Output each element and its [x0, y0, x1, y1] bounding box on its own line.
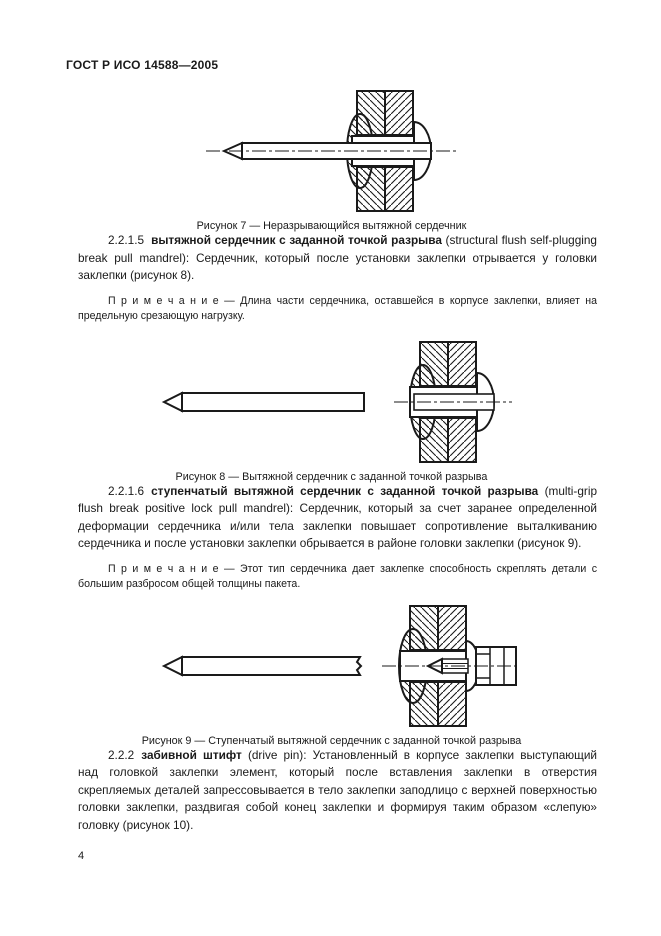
term-translation: (drive pin):: [247, 747, 307, 762]
figure-9-image: [142, 601, 522, 727]
figure-7-caption: Рисунок 7 — Неразрывающийся вытяжной сердечник: [196, 220, 467, 232]
term-text: забивной штифт: [141, 747, 242, 762]
paragraph-2-2-2: [78, 747, 597, 835]
note-2: [78, 562, 597, 593]
figure-8-image: [142, 337, 522, 463]
clause-number: 2.2.1.5: [108, 233, 145, 247]
definition-text: Сердечник, который после установки заклепки отрывается у головки заклепки (рисунок 8).: [78, 250, 598, 282]
note-label: П р и м е ч а н и е —: [108, 294, 235, 307]
definition-text: Установленный в корпусе заклепки выступающий над головкой заклепки элемент, который после вставления заклепки в отверстия скрепляемых деталей запрессовывается в тело заклепки заподлицо с верхней поверхностью головки заклепки, раздвигая собой конец заклепки и формируя таким образом «слепую» головку (рисунок 10).: [78, 747, 598, 832]
note-label: П р и м е ч а н и е —: [108, 562, 235, 575]
note-text: Длина части сердечника, оставшейся в корпусе заклепки, влияет на предельную срезающую нагрузку.: [78, 294, 597, 322]
figure-8-caption: Рисунок 8 — Вытяжной сердечник с заданной точкой разрыва: [175, 470, 488, 483]
paragraph-2-2-1-6: [78, 483, 597, 553]
paragraph-2-2-1-5: [78, 232, 597, 285]
figure-7-image: [202, 86, 462, 212]
detached-mandrel: [164, 657, 361, 675]
page-number: 4: [78, 850, 85, 862]
term-translation: (multi-grip flush break positive lock pull mandrel):: [78, 483, 598, 515]
figure-8: [66, 337, 597, 463]
figure-9-caption: Рисунок 9 — Ступенчатый вытяжной сердечник с заданной точкой разрыва: [141, 734, 522, 747]
figure-9: [66, 601, 597, 727]
figure-7: [66, 86, 597, 212]
term-translation: (structural flush self-plugging break pull mandrel):: [78, 233, 597, 265]
detached-mandrel: [164, 393, 364, 411]
term-text: вытяжной сердечник с заданной точкой разрыва: [151, 233, 442, 247]
note-text: Этот тип сердечника дает заклепке способность скреплять детали с большим разбросом общей толщины пакета.: [78, 562, 597, 590]
term-text: ступенчатый вытяжной сердечник с заданной точкой разрыва: [151, 483, 539, 498]
note-1: [78, 294, 597, 325]
definition-text: Сердечник, который за счет заранее определенной деформации сердечника и/или тела заклепки повышает сопротивление выталкиванию сердечника и после установки заклепки обрывается в районе головки заклепки (рисунок 9).: [78, 501, 598, 550]
clause-number: 2.2.1.6: [108, 483, 145, 498]
document-header: ГОСТ Р ИСО 14588—2005: [66, 58, 219, 72]
clause-number: 2.2.2: [108, 747, 135, 762]
